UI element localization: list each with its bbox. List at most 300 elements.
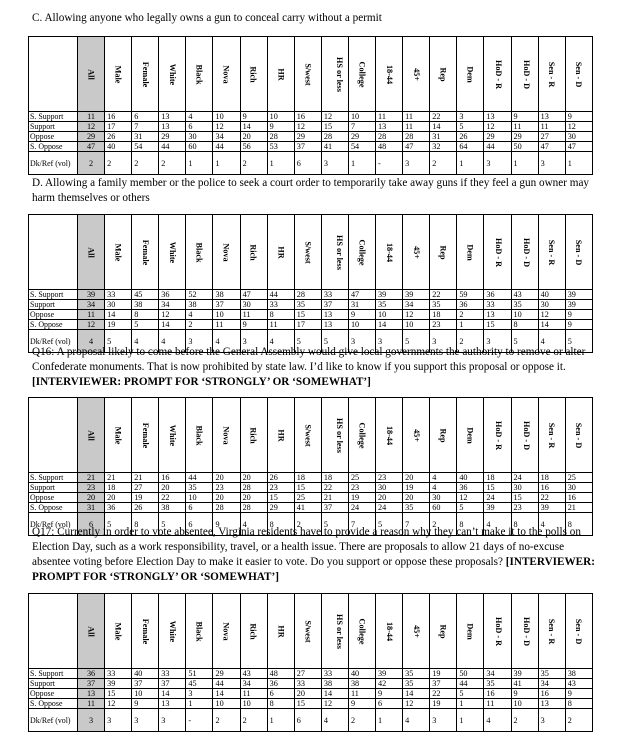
table-cell: 5: [403, 330, 430, 353]
column-header-label: Black: [194, 63, 204, 85]
column-header-label: Rich: [249, 65, 259, 83]
column-header-label: All: [86, 429, 96, 441]
table-cell: 15: [321, 122, 348, 132]
table-cell: 3: [457, 112, 484, 122]
table-cell: 14: [213, 689, 240, 699]
column-header: [403, 215, 430, 290]
table-cell: 10: [376, 310, 403, 320]
table-cell: 1: [457, 320, 484, 330]
table-cell: 6: [132, 112, 159, 122]
column-header-label: Dem: [465, 65, 475, 83]
column-header: [159, 37, 186, 112]
column-header-label: Nova: [222, 425, 232, 445]
table-row: [29, 300, 593, 310]
table-cell: 5: [294, 330, 321, 353]
table-cell: 11: [78, 699, 105, 709]
table-cell: 39: [538, 503, 565, 513]
table-cell: 38: [348, 679, 375, 689]
table-cell: 26: [105, 132, 132, 142]
row-label: Oppose: [29, 310, 78, 320]
table-cell: 52: [186, 290, 213, 300]
table-cell: 48: [267, 669, 294, 679]
table-cell: 40: [105, 142, 132, 152]
table-cell: 21: [565, 503, 592, 513]
row-label: Oppose: [29, 493, 78, 503]
table-cell: 44: [267, 290, 294, 300]
table-cell: 5: [321, 330, 348, 353]
table-cell: 29: [294, 132, 321, 142]
column-header-label: Sen - D: [574, 61, 584, 87]
column-header-label: Sen - R: [547, 61, 557, 87]
table-cell: 2: [294, 513, 321, 536]
table-cell: 54: [348, 142, 375, 152]
table-cell: 19: [430, 669, 457, 679]
table-cell: 28: [240, 503, 267, 513]
column-header: [538, 215, 565, 290]
table-cell: 37: [430, 679, 457, 689]
table-cell: 47: [78, 142, 105, 152]
table-cell: 60: [430, 503, 457, 513]
table-cell: 1: [213, 152, 240, 175]
table-cell: 9: [240, 320, 267, 330]
table-cell: 6: [294, 709, 321, 732]
table-cell: 38: [565, 669, 592, 679]
table-cell: 28: [240, 483, 267, 493]
table-cell: 20: [213, 473, 240, 483]
table-cell: 14: [159, 689, 186, 699]
table-cell: 19: [105, 320, 132, 330]
table-cell: 54: [132, 142, 159, 152]
column-header-label: Black: [194, 424, 204, 446]
table-cell: 47: [348, 290, 375, 300]
table-cell: 38: [132, 300, 159, 310]
column-header-label: HS or less: [334, 417, 344, 453]
column-header-label: Sen - R: [547, 422, 557, 448]
table-cell: 3: [430, 330, 457, 353]
q17-prefix: Q17:: [32, 526, 58, 538]
crosstab-table-d: [28, 214, 593, 353]
table-cell: 43: [511, 290, 538, 300]
table-cell: 13: [376, 122, 403, 132]
column-header-label: Rep: [438, 427, 448, 443]
row-label: S. Oppose: [29, 699, 78, 709]
column-header-label: 45+: [411, 245, 421, 259]
table-cell: 36: [105, 503, 132, 513]
table-cell: 20: [240, 473, 267, 483]
column-header: [105, 215, 132, 290]
table-cell: 39: [105, 679, 132, 689]
column-header-label: Sen - D: [574, 618, 584, 644]
column-header-label: Dem: [465, 426, 475, 444]
table-cell: 39: [565, 300, 592, 310]
column-header-label: Male: [113, 65, 123, 83]
column-header: [213, 594, 240, 669]
table-cell: 30: [430, 493, 457, 503]
table-cell: 13: [484, 310, 511, 320]
column-header-label: Dem: [465, 243, 475, 261]
row-label: Support: [29, 122, 78, 132]
row-label: Dk/Ref (vol): [29, 513, 78, 536]
column-header: [105, 37, 132, 112]
table-cell: 60: [186, 142, 213, 152]
column-header-label: 18-44: [384, 64, 394, 84]
column-header-label: White: [167, 63, 177, 85]
column-header: [186, 215, 213, 290]
table-cell: 14: [159, 320, 186, 330]
table-cell: 37: [213, 300, 240, 310]
table-cell: 13: [484, 112, 511, 122]
table-corner-cell: [29, 215, 78, 290]
q17-instruction: [INTERVIEWER: PROMPT FOR ‘STRONGLY’ OR ‘SOMEWHAT’]: [32, 556, 595, 583]
table-cell: 6: [78, 513, 105, 536]
table-cell: 24: [348, 503, 375, 513]
table-cell: 3: [403, 152, 430, 175]
table-cell: 31: [132, 132, 159, 142]
table-cell: 23: [511, 503, 538, 513]
table-row: [29, 112, 593, 122]
table-cell: 11: [78, 112, 105, 122]
row-label: Dk/Ref (vol): [29, 152, 78, 175]
table-cell: 3: [538, 709, 565, 732]
table-cell: 5: [105, 330, 132, 353]
table-cell: 44: [186, 473, 213, 483]
table-cell: 30: [240, 300, 267, 310]
column-header-label: HoD - R: [494, 616, 504, 646]
table-cell: 22: [538, 493, 565, 503]
q17-body: Currently in order to vote absentee, Virginia residents have to provide a reason why they can’t make it to the polls on Election Day, such as a work responsibility, travel, or a health issue. There are proposals to allow 21 days of no-excuse absentee voting before Election Day to make it easier to vote. Do you support or oppose these proposals?: [32, 526, 581, 568]
table-cell: 34: [240, 679, 267, 689]
table-cell: 6: [376, 699, 403, 709]
table-row: [29, 122, 593, 132]
table-cell: 15: [484, 320, 511, 330]
table-cell: 30: [565, 483, 592, 493]
table-cell: 27: [132, 483, 159, 493]
table-cell: 16: [484, 689, 511, 699]
table-cell: 3: [105, 709, 132, 732]
table-cell: 44: [484, 142, 511, 152]
table-cell: 31: [78, 503, 105, 513]
table-cell: 30: [538, 300, 565, 310]
column-header-label: College: [357, 618, 367, 644]
column-header-label: Female: [140, 61, 150, 87]
row-label: S. Oppose: [29, 503, 78, 513]
column-header: [457, 594, 484, 669]
table-header-row: [29, 215, 593, 290]
crosstab-table-q16: [28, 397, 593, 536]
table-cell: 8: [132, 310, 159, 320]
table-cell: 1: [565, 152, 592, 175]
column-header: [213, 215, 240, 290]
column-header-label: 45+: [411, 624, 421, 638]
column-header: [267, 594, 294, 669]
column-header-label: Rep: [438, 623, 448, 639]
column-header-label: HoD - D: [521, 420, 531, 450]
column-header: [267, 37, 294, 112]
column-header-label: 45+: [411, 67, 421, 81]
row-label: Oppose: [29, 689, 78, 699]
row-label: Support: [29, 300, 78, 310]
table-cell: 20: [159, 483, 186, 493]
column-header-label: All: [86, 68, 96, 80]
table-cell: 19: [403, 483, 430, 493]
table-cell: 33: [484, 300, 511, 310]
table-cell: 4: [78, 330, 105, 353]
table-corner-cell: [29, 594, 78, 669]
table-cell: 50: [511, 142, 538, 152]
table-cell: 11: [403, 122, 430, 132]
table-cell: 8: [267, 310, 294, 320]
table-cell: 20: [376, 493, 403, 503]
table-cell: 2: [457, 330, 484, 353]
table-cell: 12: [403, 310, 430, 320]
table-cell: 37: [321, 300, 348, 310]
table-cell: 20: [105, 493, 132, 503]
column-header-label: HR: [276, 624, 286, 638]
question-q17-text: [32, 525, 602, 585]
table-cell: 12: [457, 493, 484, 503]
table-cell: 38: [186, 300, 213, 310]
table-cell: 23: [267, 483, 294, 493]
table-cell: 33: [159, 669, 186, 679]
table-cell: 15: [511, 493, 538, 503]
table-cell: 3: [186, 689, 213, 699]
table-cell: 16: [538, 483, 565, 493]
table-cell: 45: [132, 290, 159, 300]
column-header-label: HR: [276, 67, 286, 81]
table-cell: 23: [430, 320, 457, 330]
column-header: [132, 37, 159, 112]
table-cell: 12: [565, 122, 592, 132]
table-cell: 10: [511, 310, 538, 320]
table-cell: 45: [186, 679, 213, 689]
table-cell: 5: [511, 330, 538, 353]
column-header-label: S/west: [303, 619, 313, 643]
table-cell: 12: [78, 320, 105, 330]
column-header-label: 45+: [411, 428, 421, 442]
table-cell: 34: [78, 300, 105, 310]
table-cell: 25: [565, 473, 592, 483]
column-header: [78, 215, 105, 290]
table-corner-cell: [29, 37, 78, 112]
table-cell: 9: [565, 689, 592, 699]
table-cell: 10: [213, 699, 240, 709]
row-label: S. Oppose: [29, 142, 78, 152]
column-header: [484, 594, 511, 669]
column-header: [321, 398, 348, 473]
table-cell: 15: [267, 493, 294, 503]
table-cell: 36: [457, 483, 484, 493]
question-c-label: C. Allowing anyone who legally owns a gun to conceal carry without a permit: [32, 12, 382, 24]
column-header-label: Sen - R: [547, 239, 557, 265]
column-header: [565, 37, 592, 112]
table-row: [29, 473, 593, 483]
table-cell: 16: [565, 493, 592, 503]
table-cell: 10: [213, 310, 240, 320]
table-cell: 9: [240, 112, 267, 122]
column-header-label: S/west: [303, 423, 313, 447]
table-cell: 11: [78, 310, 105, 320]
table-cell: 39: [78, 290, 105, 300]
table-cell: 4: [132, 330, 159, 353]
table-cell: 12: [538, 310, 565, 320]
column-header: [348, 215, 375, 290]
column-header-label: Dem: [465, 622, 475, 640]
table-cell: 16: [294, 112, 321, 122]
column-header-label: HoD - R: [494, 59, 504, 89]
table-row: [29, 290, 593, 300]
column-header: [430, 594, 457, 669]
table-cell: 10: [267, 112, 294, 122]
table-cell: 37: [294, 142, 321, 152]
table-cell: 31: [430, 132, 457, 142]
table-cell: 14: [376, 320, 403, 330]
column-header: [376, 215, 403, 290]
column-header: [511, 215, 538, 290]
table-cell: 22: [159, 493, 186, 503]
table-cell: 2: [565, 709, 592, 732]
column-header: [538, 594, 565, 669]
column-header-label: S/west: [303, 240, 313, 264]
table-row: [29, 483, 593, 493]
table-cell: 29: [213, 669, 240, 679]
column-header: [538, 37, 565, 112]
table-cell: 28: [376, 132, 403, 142]
table-cell: 35: [186, 483, 213, 493]
table-cell: 11: [240, 310, 267, 320]
table-cell: 40: [132, 669, 159, 679]
column-header: [457, 37, 484, 112]
table-cell: 5: [457, 689, 484, 699]
column-header-label: Nova: [222, 242, 232, 262]
table-cell: 3: [430, 709, 457, 732]
table-cell: 34: [213, 132, 240, 142]
table-cell: 12: [321, 112, 348, 122]
column-header-label: 18-44: [384, 425, 394, 445]
table-cell: 9: [565, 112, 592, 122]
table-cell: 33: [321, 290, 348, 300]
column-header: [186, 398, 213, 473]
column-header: [159, 215, 186, 290]
table-cell: 35: [294, 300, 321, 310]
table-cell: 11: [538, 122, 565, 132]
table-cell: 1: [186, 152, 213, 175]
table-cell: 25: [348, 473, 375, 483]
table-cell: 34: [538, 679, 565, 689]
table-cell: 19: [348, 493, 375, 503]
table-cell: 35: [538, 669, 565, 679]
column-header-label: White: [167, 620, 177, 642]
table-cell: 5: [376, 513, 403, 536]
table-cell: 35: [376, 300, 403, 310]
table-cell: 10: [348, 320, 375, 330]
table-header-row: [29, 398, 593, 473]
table-cell: 14: [240, 122, 267, 132]
table-cell: 47: [538, 142, 565, 152]
column-header: [240, 37, 267, 112]
table-cell: 12: [321, 699, 348, 709]
table-cell: 5: [457, 503, 484, 513]
table-cell: 2: [240, 709, 267, 732]
column-header: [565, 215, 592, 290]
table-cell: 1: [457, 709, 484, 732]
column-header-label: HR: [276, 245, 286, 259]
table-cell: 20: [213, 493, 240, 503]
crosstab-table-c: [28, 36, 593, 175]
table-row: [29, 503, 593, 513]
column-header-label: HR: [276, 428, 286, 442]
table-cell: 48: [376, 142, 403, 152]
table-cell: 35: [484, 679, 511, 689]
table-cell: 3: [321, 152, 348, 175]
table-cell: 4: [267, 330, 294, 353]
table-cell: 10: [240, 699, 267, 709]
column-header: [321, 37, 348, 112]
row-label: Dk/Ref (vol): [29, 709, 78, 732]
table-cell: 35: [511, 300, 538, 310]
column-header-label: Rep: [438, 244, 448, 260]
table-cell: 9: [565, 320, 592, 330]
table-cell: 15: [294, 310, 321, 320]
column-header-label: HoD - D: [521, 59, 531, 89]
column-header: [348, 398, 375, 473]
table-cell: 20: [403, 493, 430, 503]
table-row: [29, 669, 593, 679]
table-cell: 31: [348, 300, 375, 310]
column-header-label: White: [167, 241, 177, 263]
table-cell: 21: [321, 493, 348, 503]
table-cell: 8: [457, 513, 484, 536]
table-cell: 50: [457, 669, 484, 679]
table-cell: 9: [348, 310, 375, 320]
table-cell: 19: [430, 699, 457, 709]
column-header: [105, 594, 132, 669]
table-cell: 20: [78, 493, 105, 503]
row-label: Dk/Ref (vol): [29, 330, 78, 353]
table-cell: 9: [348, 699, 375, 709]
table-cell: 4: [538, 330, 565, 353]
table-cell: 37: [132, 679, 159, 689]
table-cell: 3: [376, 330, 403, 353]
table-cell: 4: [213, 330, 240, 353]
table-cell: 7: [132, 122, 159, 132]
table-cell: 2: [430, 152, 457, 175]
table-cell: 44: [213, 142, 240, 152]
table-cell: 28: [267, 132, 294, 142]
column-header: [132, 215, 159, 290]
table-cell: 7: [348, 513, 375, 536]
table-cell: 12: [78, 122, 105, 132]
table-row: [29, 699, 593, 709]
column-header-label: Rich: [249, 243, 259, 261]
table-cell: 9: [376, 689, 403, 699]
table-cell: 12: [484, 122, 511, 132]
table-cell: 35: [403, 669, 430, 679]
table-cell: 4: [430, 483, 457, 493]
table-cell: 22: [321, 483, 348, 493]
table-cell: 2: [132, 152, 159, 175]
table-cell: 10: [511, 699, 538, 709]
table-cell: 39: [376, 290, 403, 300]
table-cell: 12: [213, 122, 240, 132]
table-cell: 53: [267, 142, 294, 152]
column-header: [240, 398, 267, 473]
table-cell: 3: [159, 709, 186, 732]
table-cell: 24: [484, 493, 511, 503]
column-header-label: HS or less: [334, 234, 344, 270]
table-cell: 5: [105, 513, 132, 536]
table-cell: 28: [213, 503, 240, 513]
column-header-label: College: [357, 422, 367, 448]
